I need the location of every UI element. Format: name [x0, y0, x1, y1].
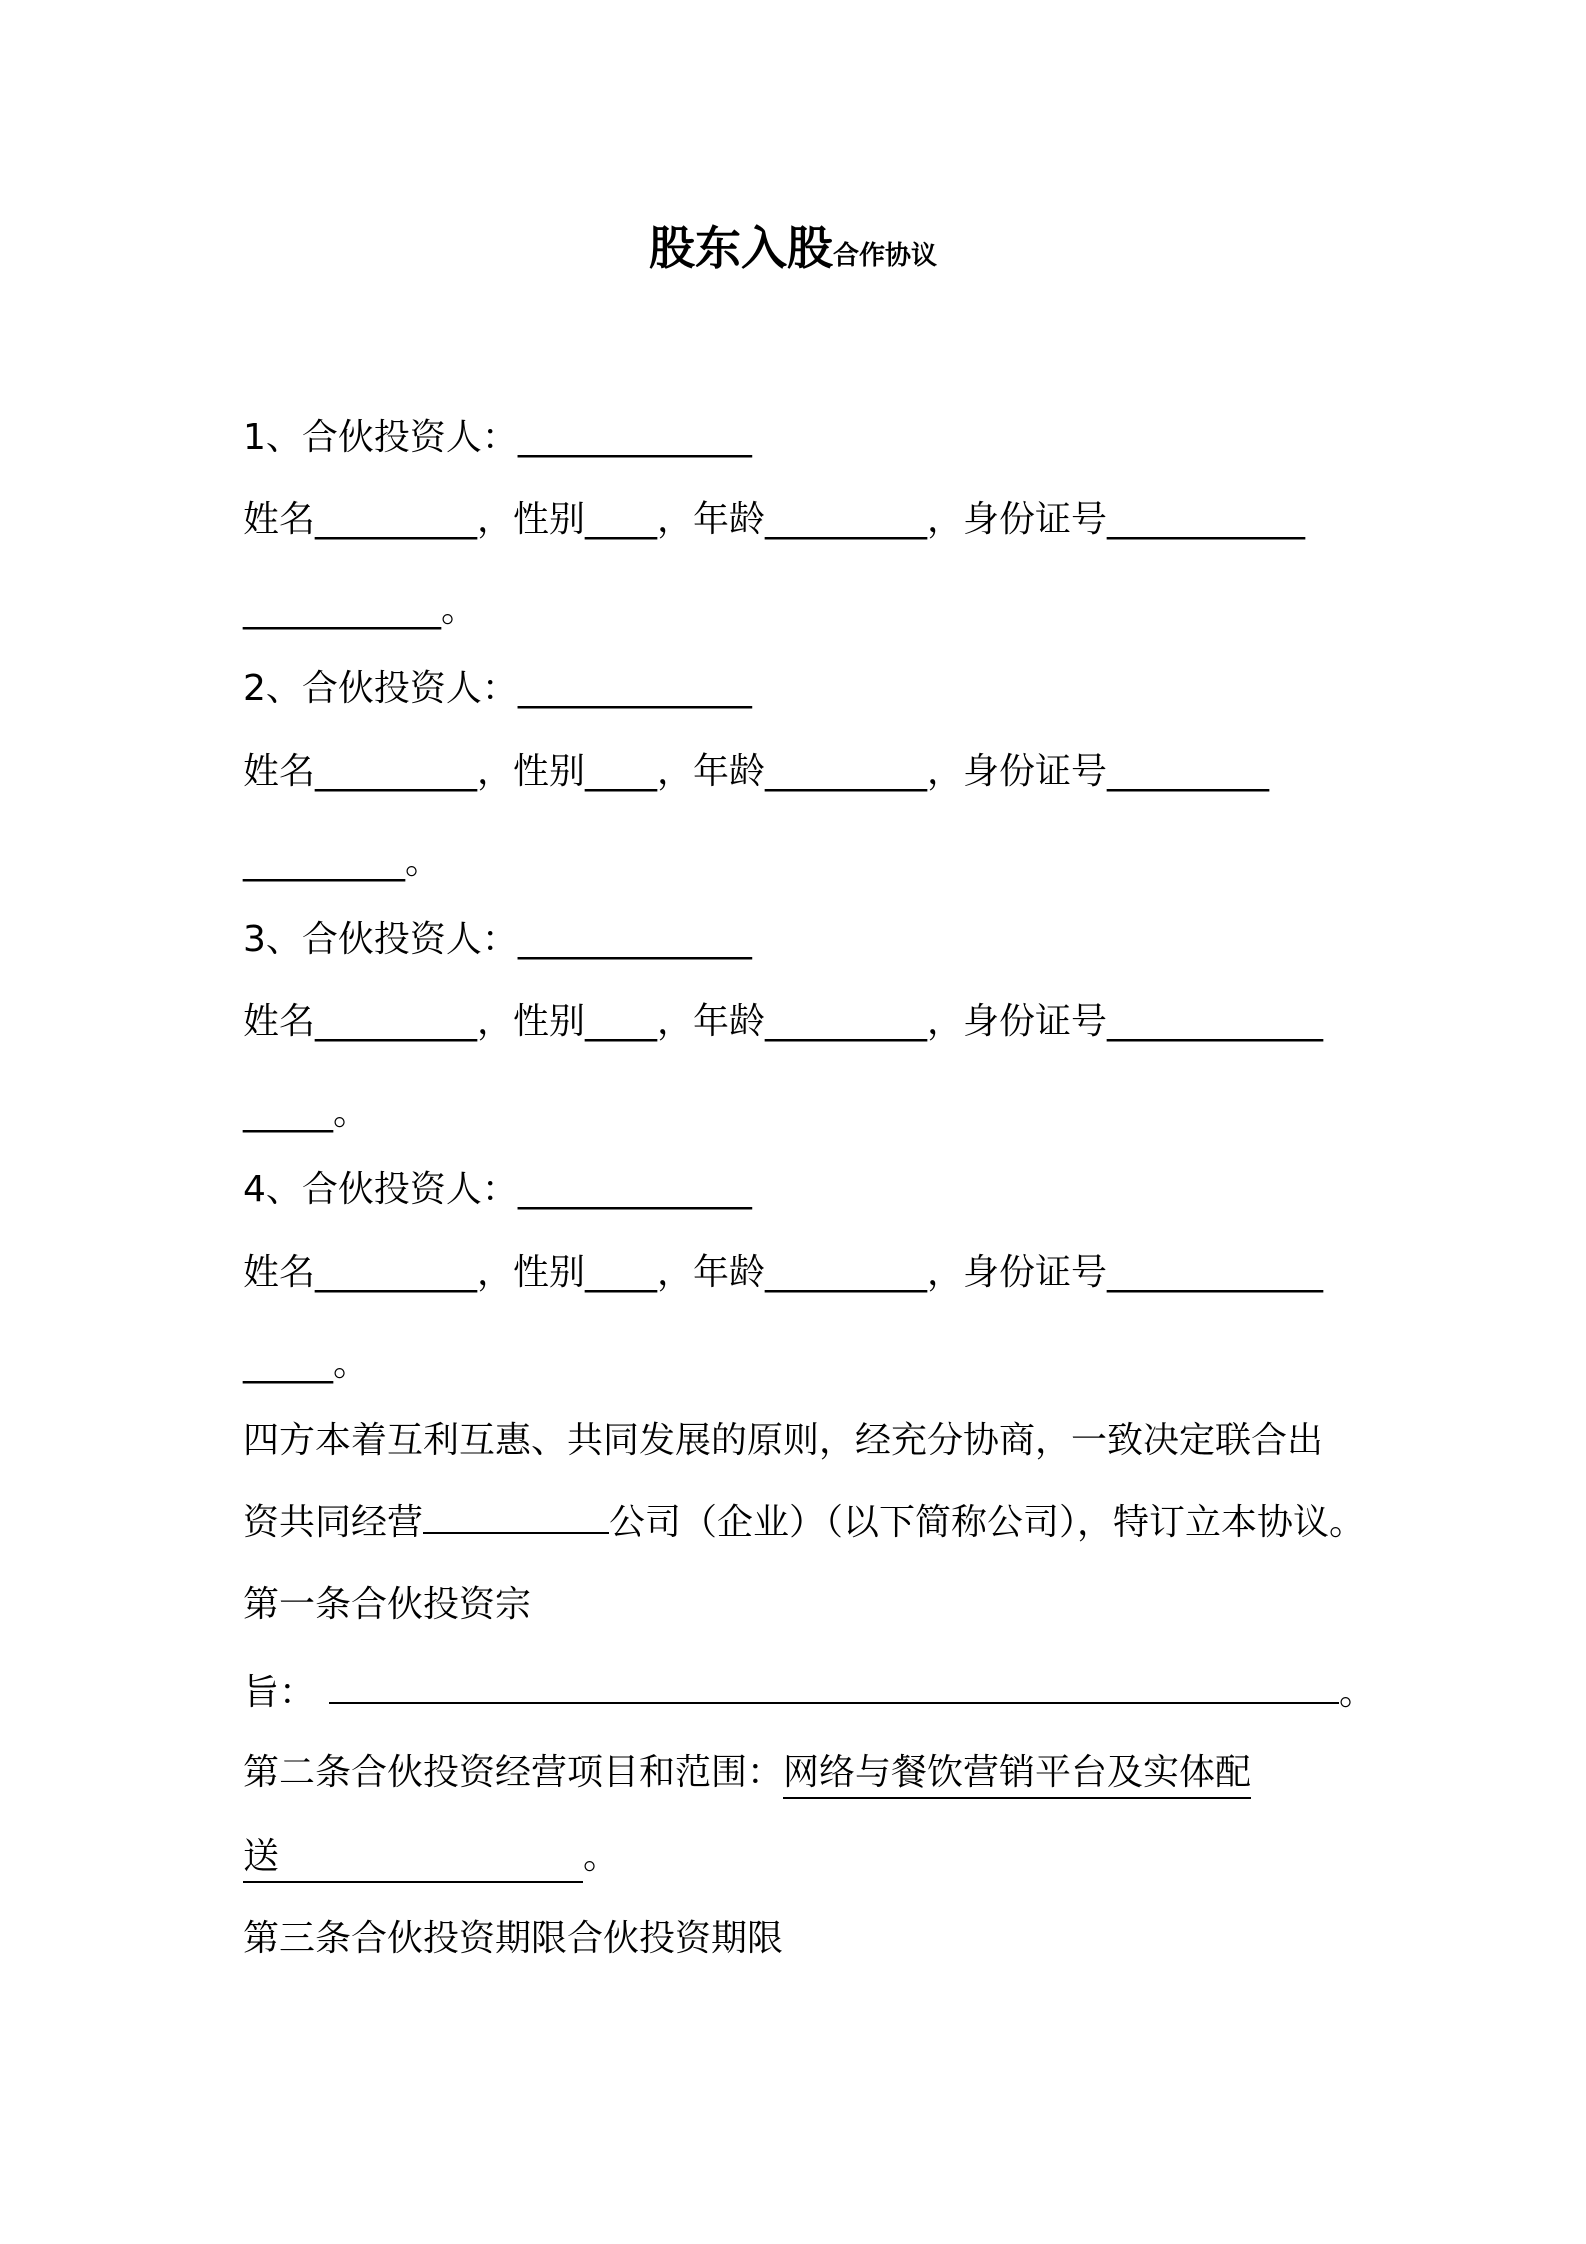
- article-2-label: 第二条合伙投资经营项目和范围：: [243, 1752, 784, 1793]
- article-1-line-1: 第一条合伙投资宗: [243, 1584, 532, 1625]
- article-2-line-1: [243, 1749, 1251, 1799]
- article-2-value-cont: [243, 1833, 583, 1883]
- intro-line-1: 四方本着互利互惠、共同发展的原则，经充分协商，一致决定联合出: [243, 1420, 1324, 1461]
- investor-1-header: 1、合伙投资人：_____________: [243, 417, 752, 458]
- investor-3-continuation: _____。: [243, 1092, 370, 1133]
- article-2-value: 网络与餐饮营销平台及实体配: [783, 1749, 1251, 1799]
- article-2-end: 。: [583, 1836, 620, 1877]
- investor-1-continuation: ___________。: [243, 589, 478, 630]
- title-main: 股东入股: [648, 221, 833, 275]
- intro-line-2: [243, 1498, 1365, 1547]
- intro-line-2-before: 资共同经营: [243, 1502, 424, 1543]
- purpose-blank: [329, 1668, 1339, 1704]
- investor-4-details: 姓名_________，性别____，年龄_________，身份证号____________: [243, 1252, 1324, 1293]
- investor-3-details: 姓名_________，性别____，年龄_________，身份证号____________: [243, 1001, 1324, 1042]
- investor-2-continuation: _________。: [243, 841, 442, 882]
- investor-1-details: 姓名_________，性别____，年龄_________，身份证号___________: [243, 499, 1306, 540]
- investor-2-details: 姓名_________，性别____，年龄_________，身份证号_________: [243, 751, 1270, 792]
- investor-2-header: 2、合伙投资人：_____________: [243, 668, 752, 709]
- title-sub: 合作协议: [832, 241, 937, 271]
- article-2-line-2: [243, 1833, 619, 1883]
- article-1-label: 旨：: [243, 1672, 316, 1713]
- article-2-value-cont-text: 送: [243, 1836, 280, 1877]
- investor-4-continuation: _____。: [243, 1343, 370, 1384]
- article-1-line-2: [243, 1668, 1375, 1717]
- article-1-end: 。: [1339, 1672, 1376, 1713]
- investor-3-header: 3、合伙投资人：_____________: [243, 919, 752, 960]
- company-name-blank: [423, 1498, 609, 1534]
- document-title: [0, 212, 1586, 278]
- article-3-line: 第三条合伙投资期限合伙投资期限: [243, 1918, 784, 1959]
- intro-line-2-after: 公司（企业）（以下简称公司），特订立本协议。: [609, 1502, 1366, 1543]
- investor-4-header: 4、合伙投资人：_____________: [243, 1169, 752, 1210]
